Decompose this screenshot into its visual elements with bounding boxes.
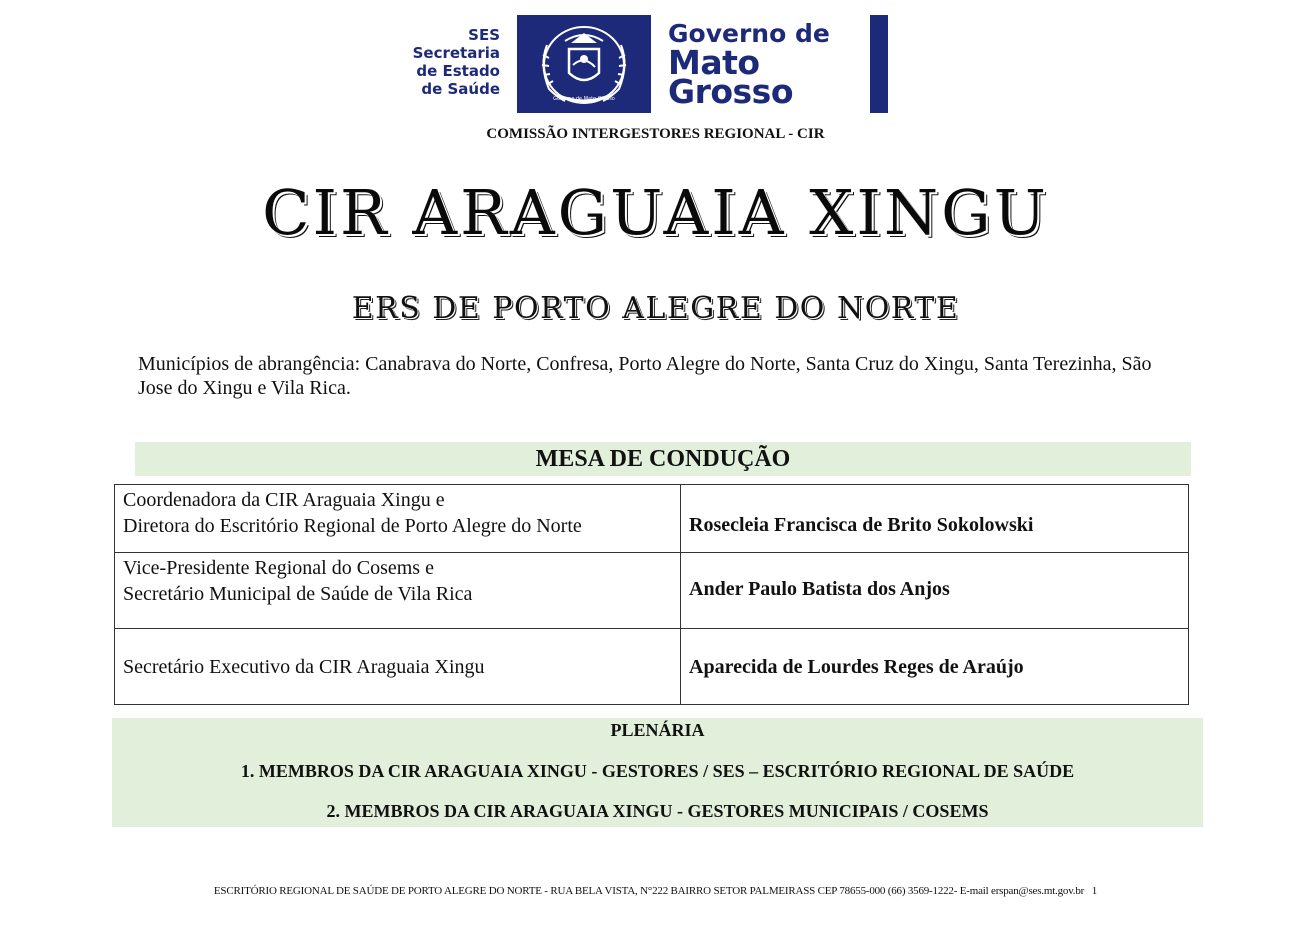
ses-line: de Saúde (421, 80, 500, 98)
gov-line: Grosso (668, 72, 793, 111)
municipios-paragraph (138, 352, 1178, 400)
name-cell: Rosecleia Francisca de Brito Sokolowski (681, 485, 1189, 553)
cir-label: COMISSÃO INTERGESTORES REGIONAL - CIR (486, 126, 825, 142)
ses-logo-text (405, 26, 500, 98)
table-row (115, 485, 1189, 553)
plenaria-section (112, 718, 1203, 827)
page-title: CIR ARAGUAIA XINGU (262, 176, 1049, 249)
role-cell (115, 485, 681, 553)
crest-emblem-icon (517, 15, 651, 113)
mesa-heading: MESA DE CONDUÇÃO (135, 442, 1191, 476)
logo-divider-bar (870, 15, 888, 113)
page-subtitle: ERS DE PORTO ALEGRE DO NORTE (351, 291, 960, 326)
table-row (115, 629, 1189, 705)
plenaria-title: PLENÁRIA (610, 720, 705, 740)
name-cell: Ander Paulo Batista dos Anjos (681, 553, 1189, 629)
ses-line: Secretaria (412, 44, 500, 62)
plenaria-item: 2. MEMBROS DA CIR ARAGUAIA XINGU - GESTORES MUNICIPAIS / COSEMS (326, 801, 989, 821)
role-line: Coordenadora da CIR Araguaia Xingu e (123, 489, 445, 511)
gov-line: Governo de (668, 19, 830, 48)
role-cell (115, 553, 681, 629)
role-line: Vice-Presidente Regional do Cosems e (123, 557, 434, 579)
crest-banner-text: Governo de Mato Grosso (553, 96, 615, 102)
footer-address: ESCRITÓRIO REGIONAL DE SAÚDE DE PORTO ALEGRE DO NORTE - RUA BELA VISTA, N°222 BAIRRO SETOR PALMEIRASS CEP 78655-000 (66) 3569-1222- E-mail erspan@ses.mt.gov.br (213, 885, 1085, 897)
governo-logo-text (668, 19, 868, 111)
plenaria-item: 1. MEMBROS DA CIR ARAGUAIA XINGU - GESTORES / SES – ESCRITÓRIO REGIONAL DE SAÚDE (240, 761, 1075, 781)
ses-line: de Estado (416, 62, 500, 80)
page-footer (0, 885, 1311, 897)
mesa-table (114, 484, 1189, 705)
ses-line: SES (468, 26, 500, 44)
municipios-list: Canabrava do Norte, Confresa, Porto Alegre do Norte, Santa Cruz do Xingu, Santa Terezinha, São Jose do Xingu e Vila Rica. (138, 353, 1152, 399)
state-crest-icon (517, 15, 651, 113)
page-number: 1 (1091, 885, 1098, 897)
role-cell (115, 629, 681, 705)
role-line: Secretário Executivo da CIR Araguaia Xingu (123, 655, 485, 678)
municipios-label: Municípios de abrangência: (138, 353, 361, 375)
name-cell: Aparecida de Lourdes Reges de Araújo (681, 629, 1189, 705)
role-line: Diretora do Escritório Regional de Porto Alegre do Norte (123, 515, 582, 537)
role-line: Secretário Municipal de Saúde de Vila Rica (123, 583, 473, 605)
gov-line: Mato (668, 43, 760, 82)
table-row (115, 553, 1189, 629)
